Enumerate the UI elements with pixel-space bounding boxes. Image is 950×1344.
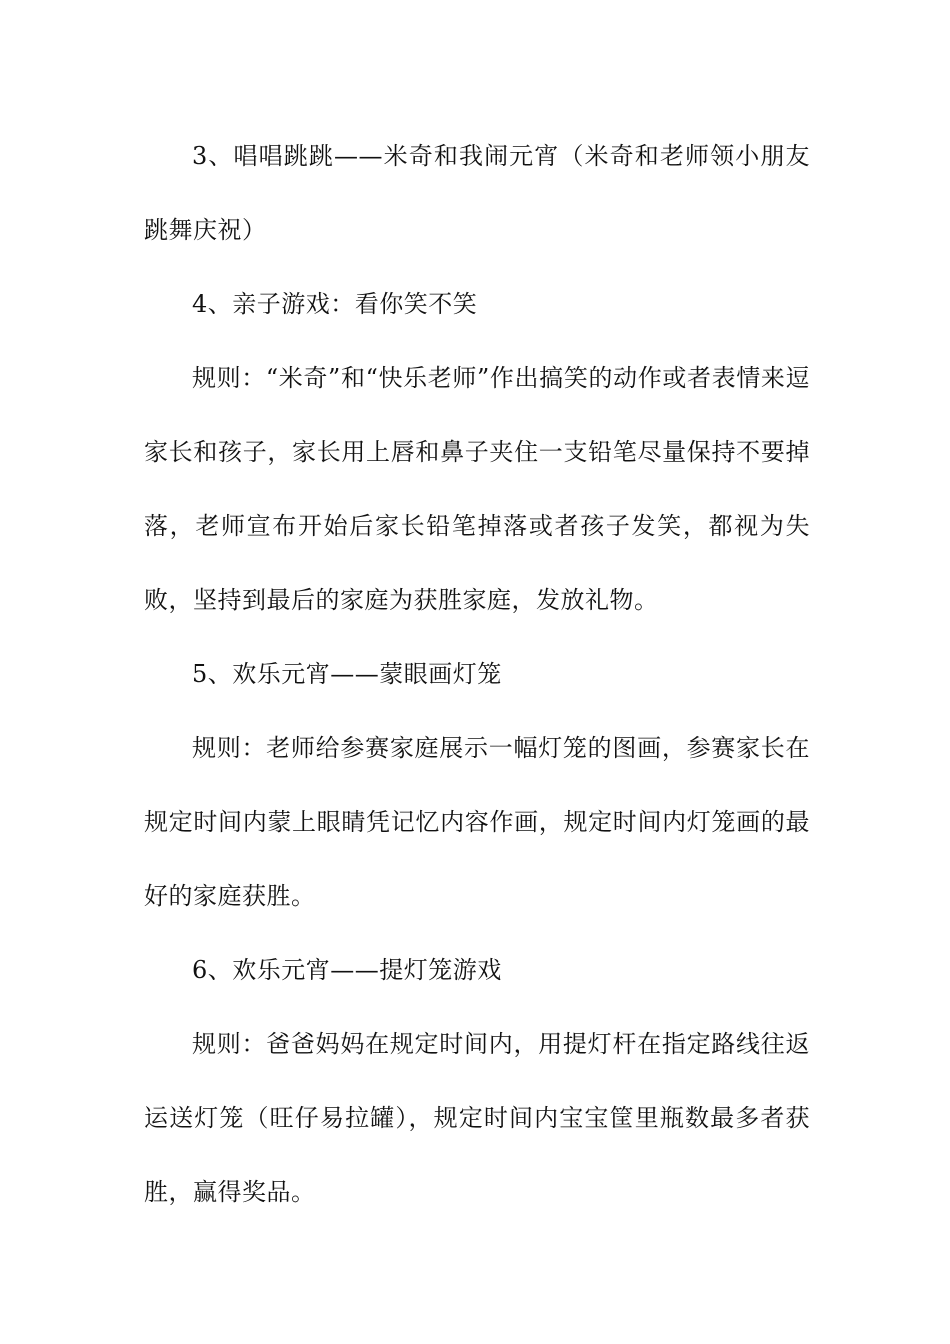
paragraph-item-4-heading: 4、亲子游戏：看你笑不笑 — [192, 290, 478, 318]
paragraph-item-5-heading: 5、欢乐元宵——蒙眼画灯笼 — [192, 660, 502, 688]
paragraph-item-5-rules: 规则：老师给参赛家庭展示一幅灯笼的图画，参赛家长在规定时间内蒙上眼睛凭记忆内容作画，规定时间内灯笼画的最好的家庭获胜。 — [144, 734, 810, 910]
paragraph-item-6-rules: 规则：爸爸妈妈在规定时间内，用提灯杆在指定路线往返运送灯笼（旺仔易拉罐），规定时间内宝宝筐里瓶数最多者获胜，赢得奖品。 — [144, 1030, 810, 1206]
document-body — [144, 119, 810, 1229]
paragraph-item-3-heading: 3、唱唱跳跳——米奇和我闹元宵（米奇和老师领小朋友跳舞庆祝） — [144, 142, 810, 244]
paragraph-item-4-rules: 规则：“米奇”和“快乐老师”作出搞笑的动作或者表情来逗家长和孩子，家长用上唇和鼻子夹住一支铅笔尽量保持不要掉落，老师宣布开始后家长铅笔掉落或者孩子发笑，都视为失败，坚持到最后的家庭为获胜家庭，发放礼物。 — [144, 364, 810, 614]
paragraph-item-6-heading: 6、欢乐元宵——提灯笼游戏 — [192, 956, 502, 984]
